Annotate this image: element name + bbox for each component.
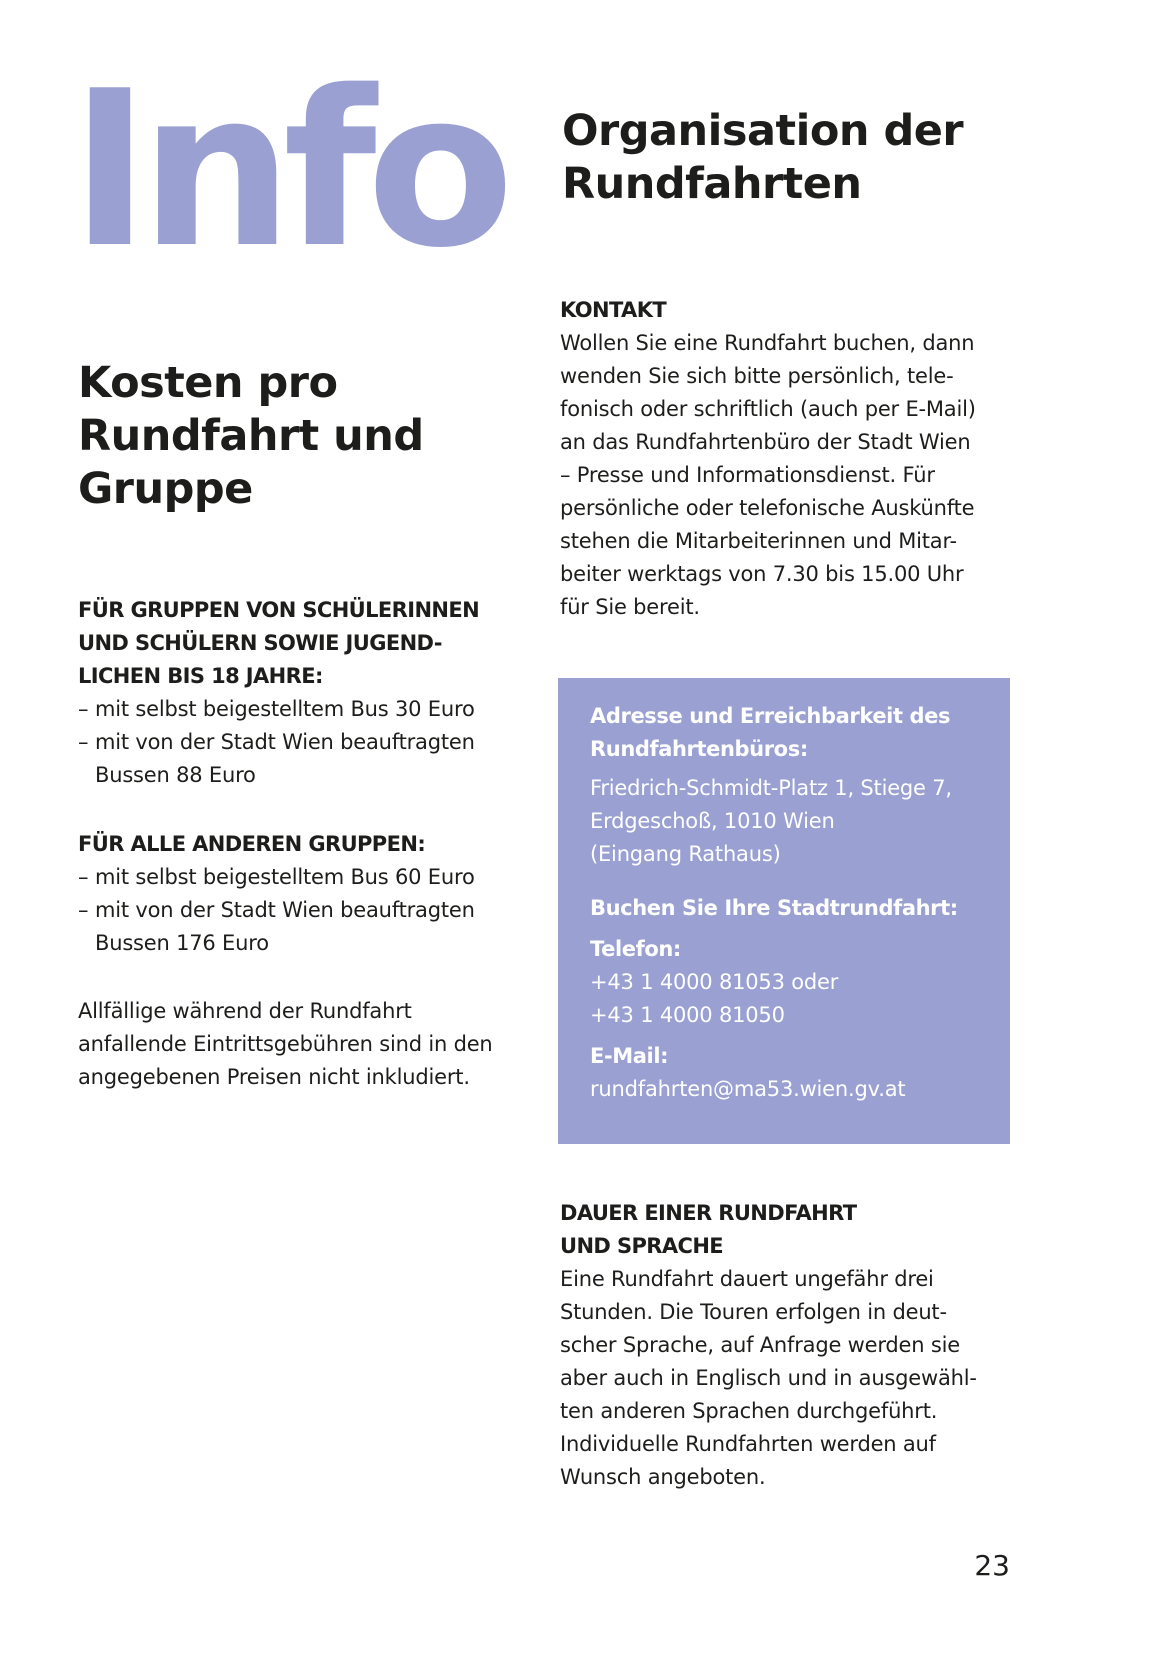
duration-text: Eine Rundfahrt dauert ungefähr drei Stunden. Die Touren erfolgen in deut- scher Sprache, auf Anfrage werden sie aber auch in Englisch und in ausgewähl- ten anderen Sprachen durchgeführt. Individuelle Rundfahrten werden auf Wunsch angeboten. <box>560 1267 977 1489</box>
contact-text: Wollen Sie eine Rundfahrt buchen, dann wenden Sie sich bitte persönlich, tele- fonisch oder schriftlich (auch per E-Mail) an das Rundfahrtenbüro der Stadt Wien – Presse und Informationsdienst. Für persönliche oder telefonische Auskünfte stehen die Mitarbeiterinnen und Mitar- beiter werktags von 7.30 bis 15.00 Uhr für Sie bereit. <box>560 331 976 619</box>
students-section <box>78 594 548 792</box>
organisation-heading: Organisation der Rundfahrten <box>562 106 964 209</box>
other-groups-label: FÜR ALLE ANDEREN GRUPPEN: <box>78 832 426 856</box>
list-item: – mit selbst beigestelltem Bus 30 Euro <box>78 693 548 726</box>
address-text: Friedrich-Schmidt-Platz 1, Stiege 7, Erdgeschoß, 1010 Wien (Eingang Rathaus) <box>590 776 952 866</box>
list-item: – mit selbst beigestelltem Bus 60 Euro <box>78 861 548 894</box>
contact-box <box>558 678 1010 1144</box>
email-address[interactable]: rundfahrten@ma53.wien.gv.at <box>590 1077 906 1101</box>
students-label: FÜR GRUPPEN VON SCHÜLERINNEN UND SCHÜLERN SOWIE JUGEND- LICHEN BIS 18 JAHRE: <box>78 598 480 688</box>
info-title: Info <box>70 44 505 295</box>
list-item: – mit von der Stadt Wien beauftragten Bussen 176 Euro <box>78 894 548 960</box>
duration-section <box>560 1197 1010 1494</box>
list-item: – mit von der Stadt Wien beauftragten Bussen 88 Euro <box>78 726 548 792</box>
costs-heading: Kosten pro Rundfahrt und Gruppe <box>78 358 424 514</box>
phone-numbers: +43 1 4000 81053 oder +43 1 4000 81050 <box>590 970 839 1027</box>
other-groups-section <box>78 828 548 960</box>
page-number: 23 <box>974 1549 1010 1582</box>
duration-label: DAUER EINER RUNDFAHRT UND SPRACHE <box>560 1201 857 1258</box>
phone-label: Telefon: <box>590 937 681 961</box>
contact-section <box>560 294 1010 624</box>
contact-label: KONTAKT <box>560 298 667 322</box>
other-groups-price-list <box>78 861 548 960</box>
booking-heading: Buchen Sie Ihre Stadtrundfahrt: <box>590 896 958 920</box>
fees-note: Allfällige während der Rundfahrt anfallende Eintrittsgebühren sind in den angegebenen Preisen nicht inkludiert. <box>78 999 493 1089</box>
email-label: E-Mail: <box>590 1044 669 1068</box>
address-heading: Adresse und Erreichbarkeit des Rundfahrtenbüros: <box>590 704 951 761</box>
students-price-list <box>78 693 548 792</box>
